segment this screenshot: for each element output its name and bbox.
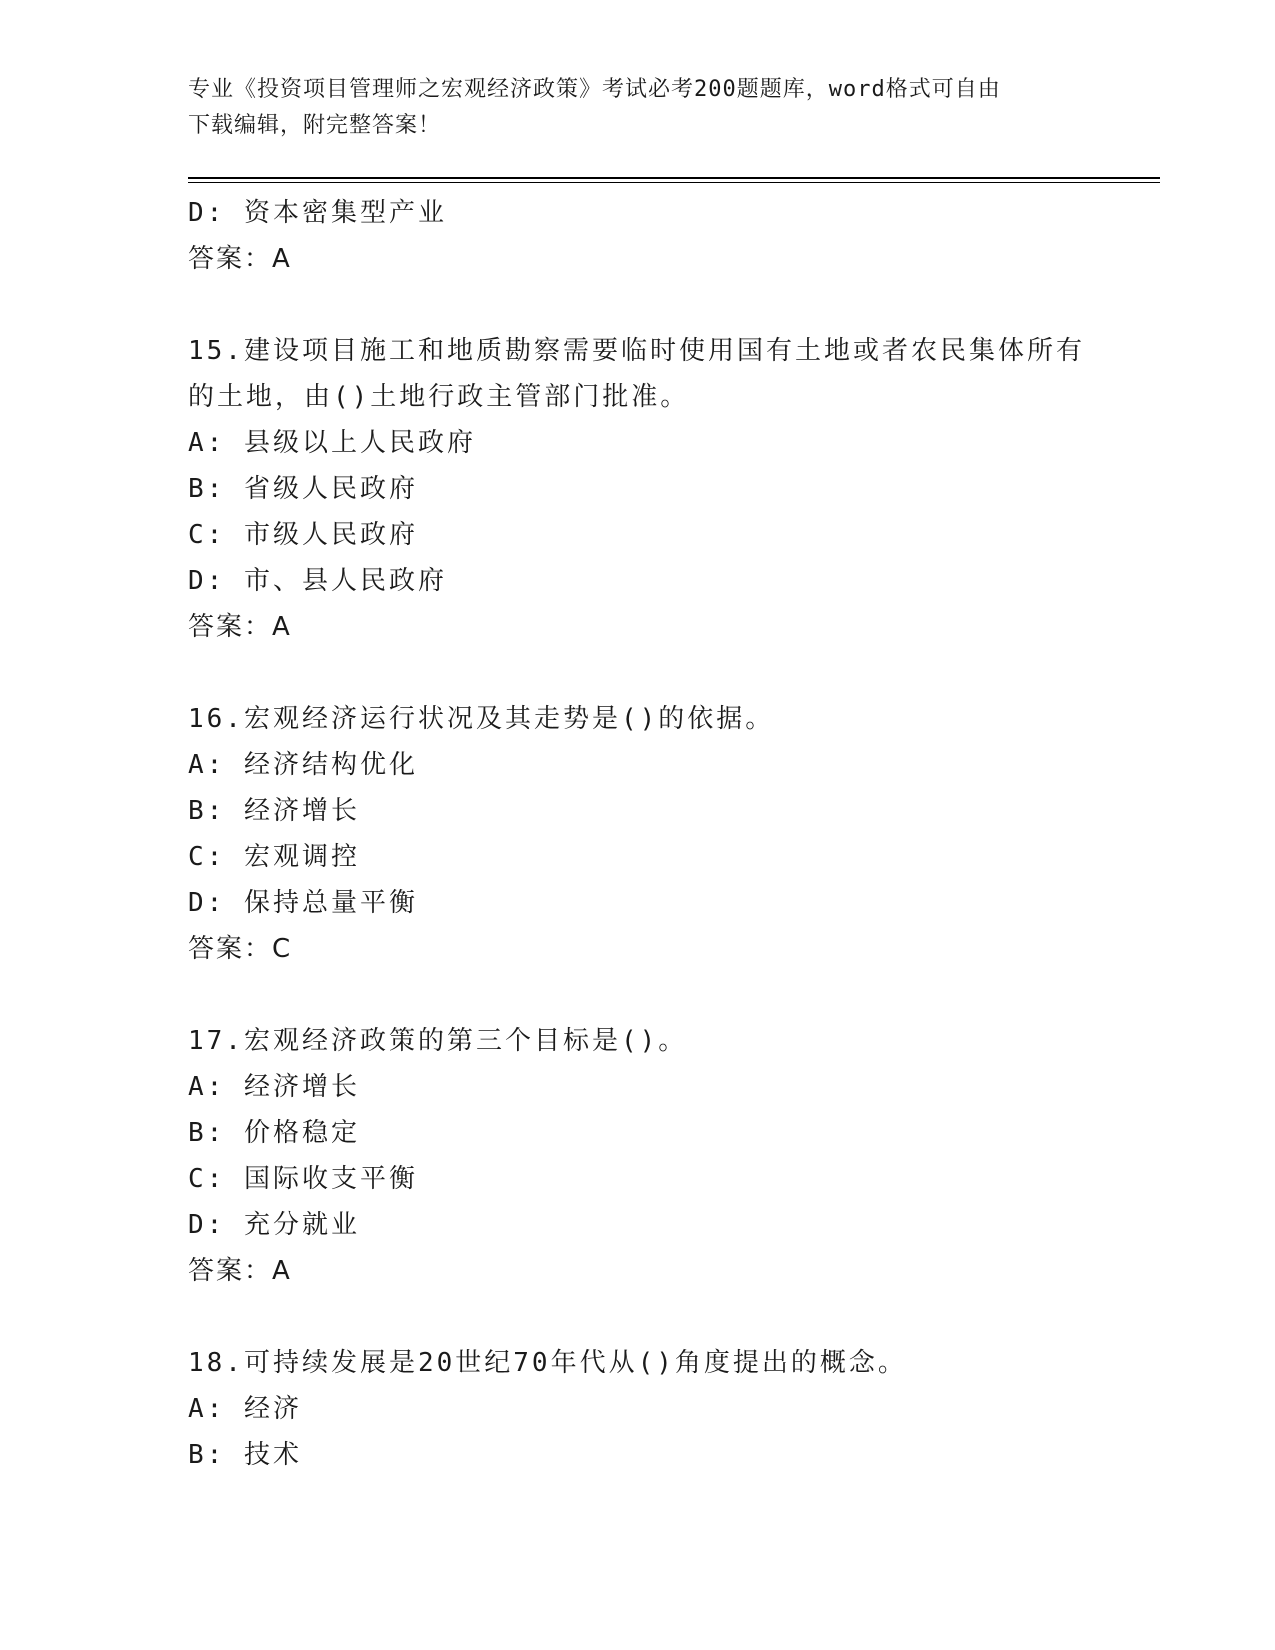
option-d: D: 市、县人民政府 <box>188 566 447 596</box>
question-stem-continued: 的土地，由()土地行政主管部门批准。 <box>188 382 690 412</box>
question-list <box>188 190 1088 1478</box>
option-b: B: 价格稳定 <box>188 1118 360 1148</box>
option-a: A: 经济 <box>188 1394 302 1424</box>
question-stem: 15.建设项目施工和地质勘察需要临时使用国有土地或者农民集体所有 <box>188 336 1085 366</box>
header-rule-thick <box>188 177 1160 179</box>
option-a: A: 经济增长 <box>188 1072 360 1102</box>
spacer <box>188 1294 1088 1340</box>
option-a: A: 经济结构优化 <box>188 750 418 780</box>
question-stem: 17.宏观经济政策的第三个目标是()。 <box>188 1026 688 1056</box>
question-15 <box>188 328 1088 650</box>
spacer <box>188 282 1088 328</box>
header-rule-thin <box>188 182 1160 183</box>
option-c: C: 市级人民政府 <box>188 520 418 550</box>
answer-line: 答案：A <box>188 244 292 274</box>
option-b: B: 省级人民政府 <box>188 474 418 504</box>
option-c: C: 宏观调控 <box>188 842 360 872</box>
question-17 <box>188 1018 1088 1294</box>
answer-line: 答案：A <box>188 1256 292 1286</box>
spacer <box>188 650 1088 696</box>
question-stem: 16.宏观经济运行状况及其走势是()的依据。 <box>188 704 775 734</box>
question-16 <box>188 696 1088 972</box>
question-18 <box>188 1340 1088 1478</box>
option-a: A: 县级以上人民政府 <box>188 428 476 458</box>
document-header <box>188 72 1088 144</box>
answer-line: 答案：A <box>188 612 292 642</box>
option-b: B: 技术 <box>188 1440 302 1470</box>
question-stem: 18.可持续发展是20世纪70年代从()角度提出的概念。 <box>188 1348 907 1378</box>
option-c: C: 国际收支平衡 <box>188 1164 418 1194</box>
option-b: B: 经济增长 <box>188 796 360 826</box>
option-d: D: 资本密集型产业 <box>188 198 447 228</box>
answer-line: 答案：C <box>188 934 293 964</box>
spacer <box>188 972 1088 1018</box>
option-d: D: 充分就业 <box>188 1210 360 1240</box>
option-d: D: 保持总量平衡 <box>188 888 418 918</box>
header-line-1: 专业《投资项目管理师之宏观经济政策》考试必考200题题库，word格式可自由 <box>188 77 1001 102</box>
header-line-2: 下载编辑，附完整答案！ <box>188 113 442 138</box>
